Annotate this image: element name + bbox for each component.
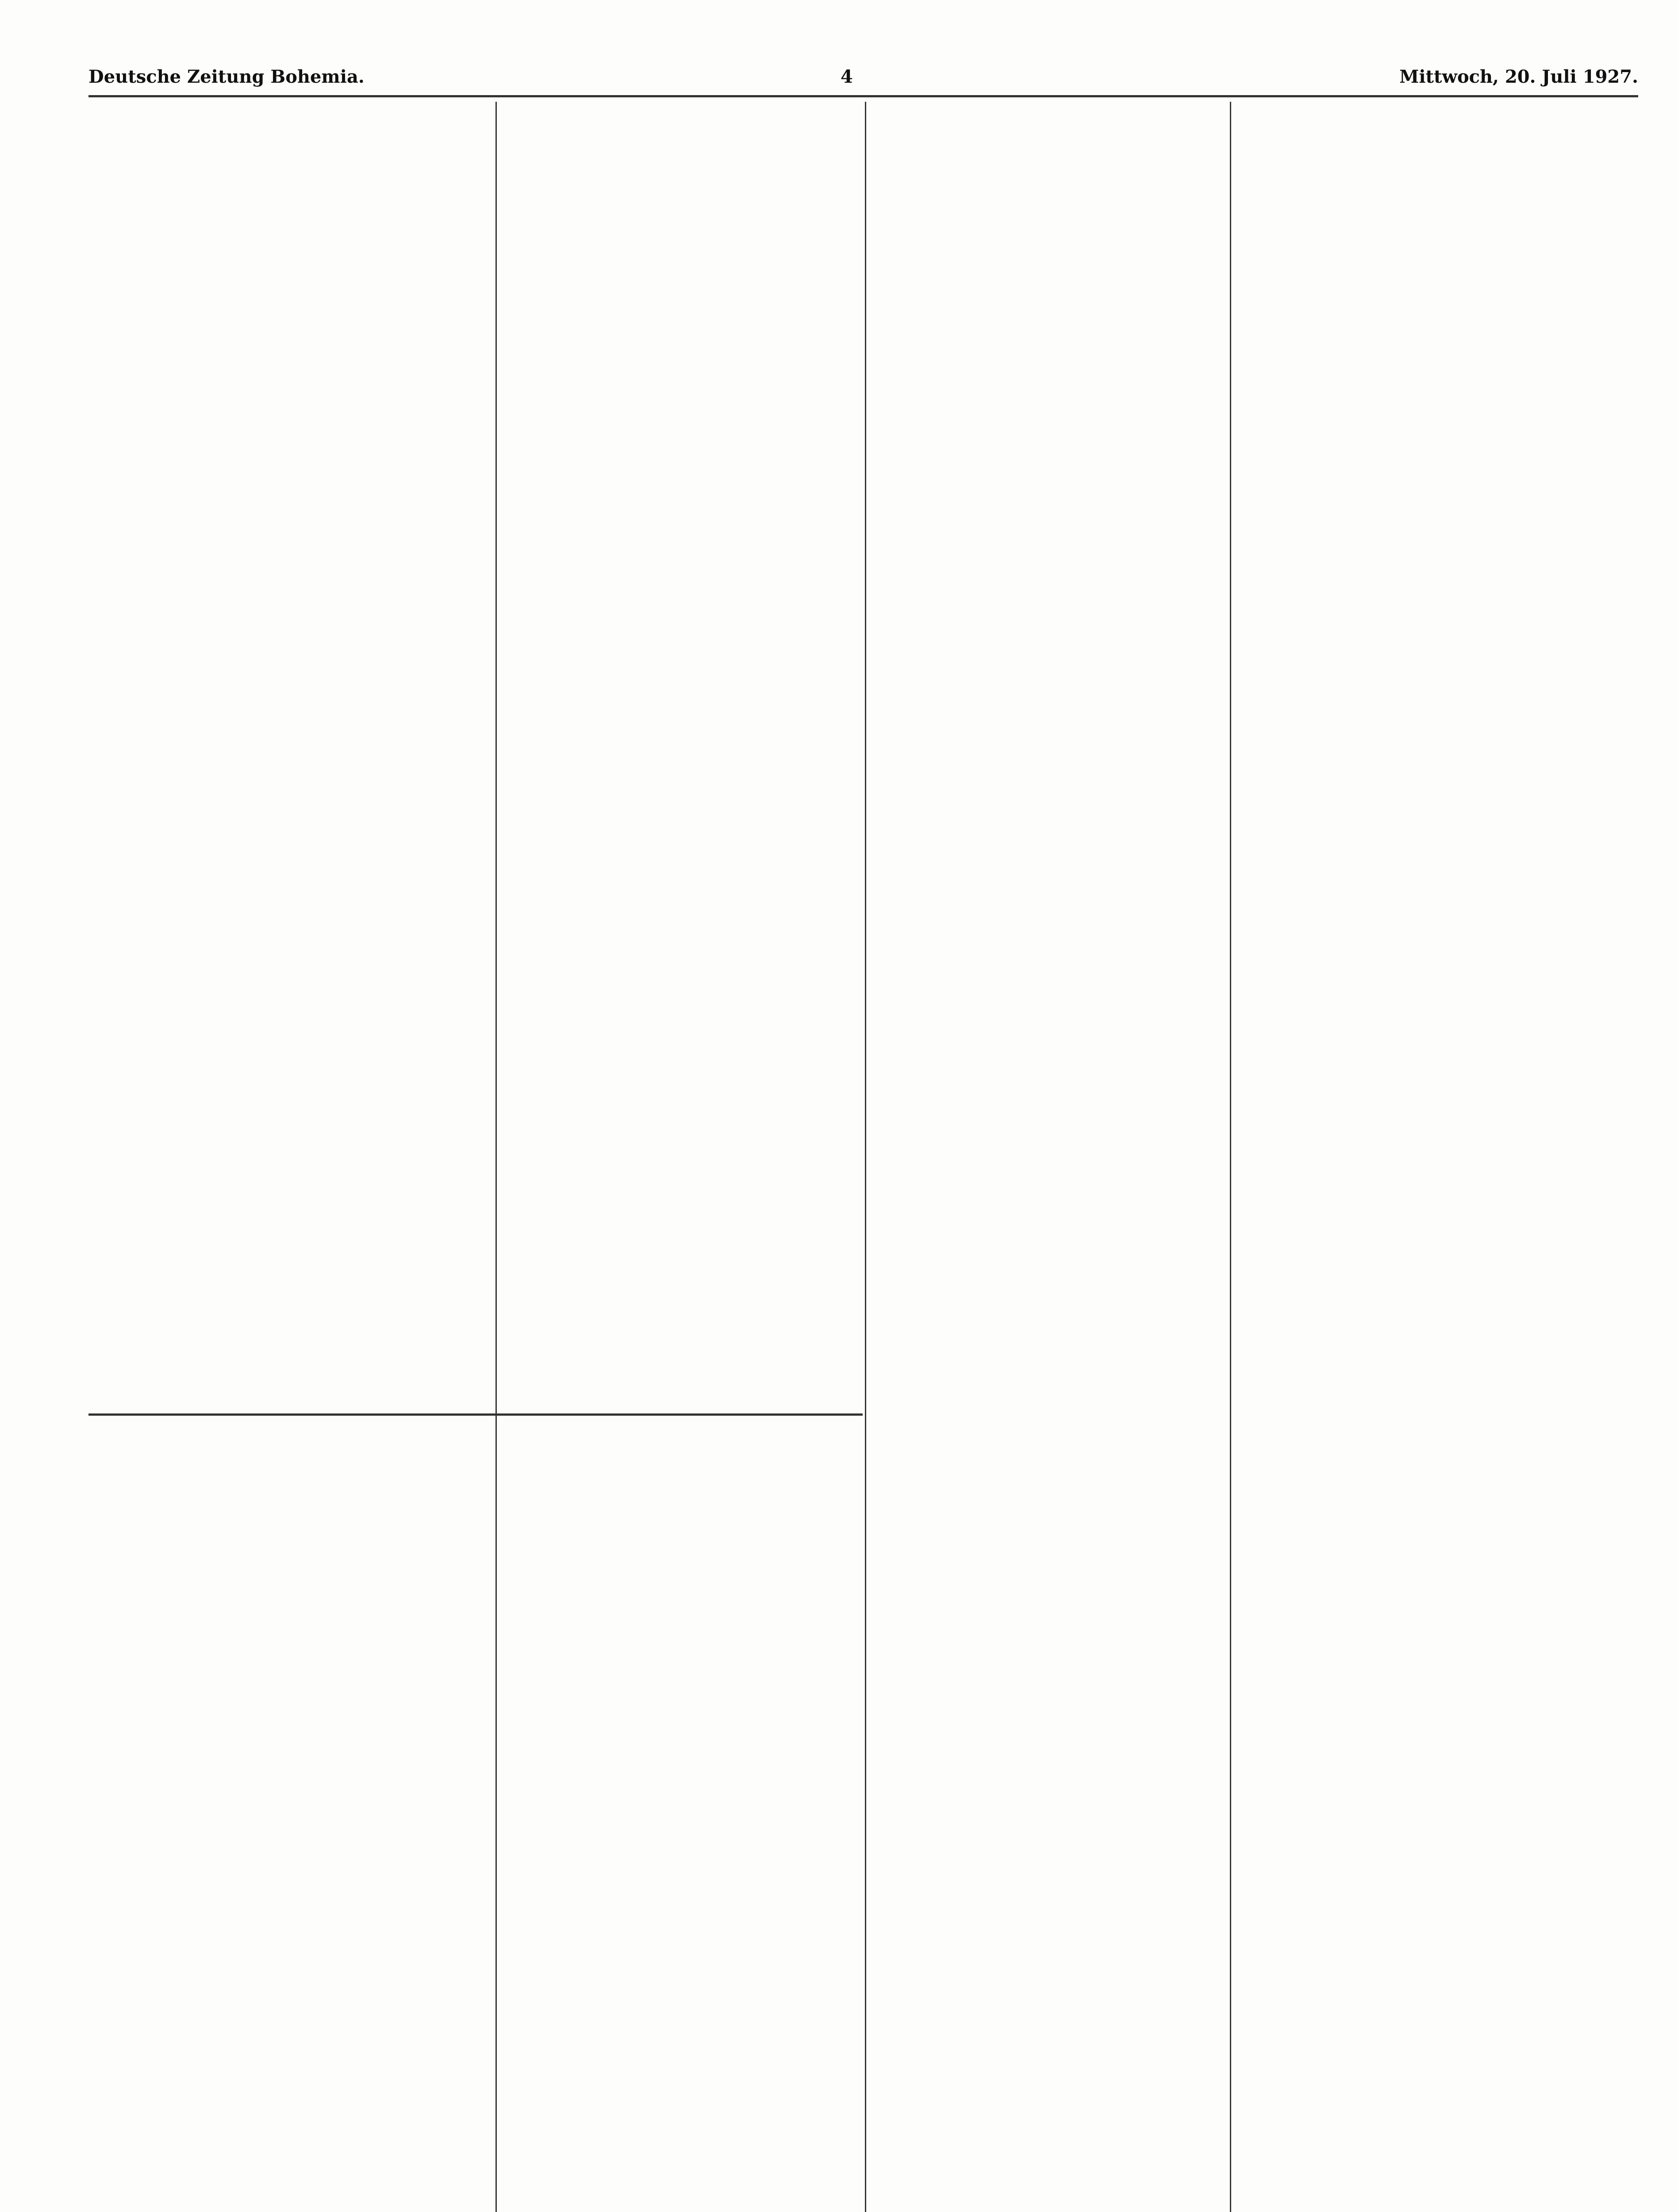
page-header bbox=[88, 66, 1638, 93]
column-divider bbox=[1230, 102, 1231, 2212]
column-divider bbox=[495, 102, 497, 2212]
issue-date: Mittwoch, 20. Juli 1927. bbox=[1399, 66, 1638, 87]
newspaper-name: Deutsche Zeitung Bohemia. bbox=[88, 66, 365, 87]
section-rule bbox=[88, 1413, 863, 1416]
column-divider bbox=[865, 102, 866, 2212]
page-number: 4 bbox=[841, 66, 853, 87]
header-rule bbox=[88, 95, 1638, 97]
